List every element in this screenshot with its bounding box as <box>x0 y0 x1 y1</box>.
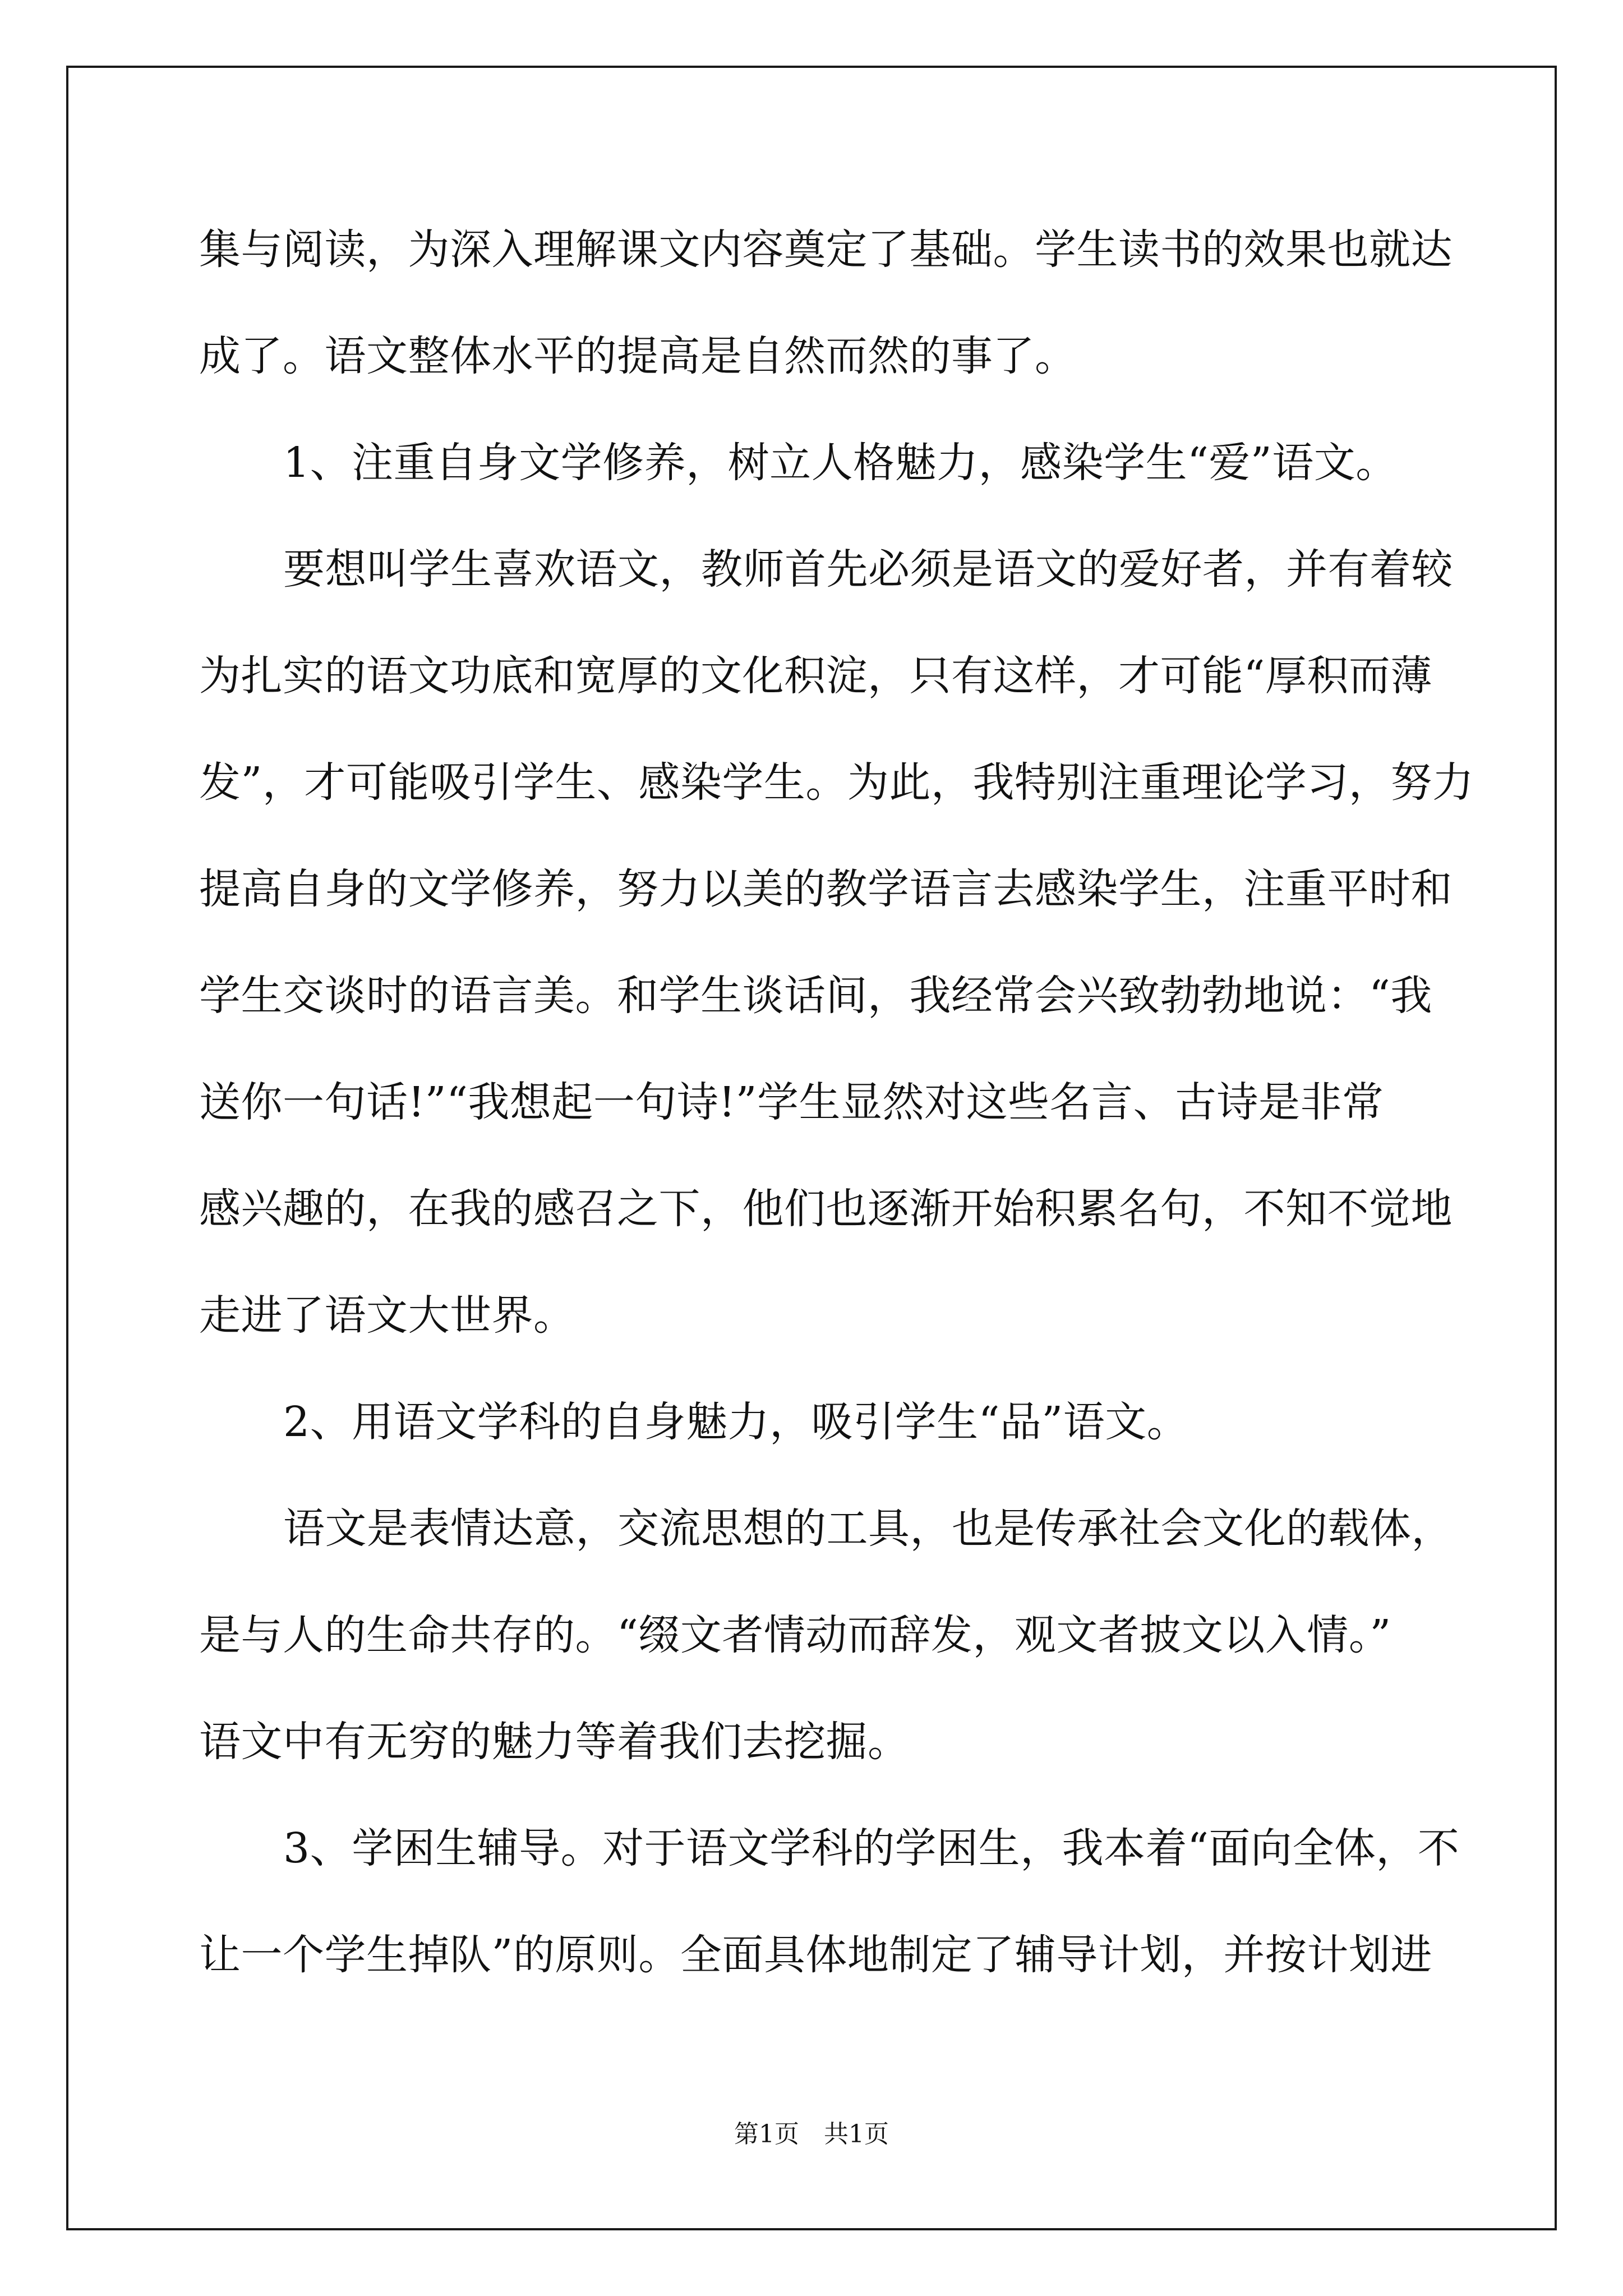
text-line: 让一个学生掉队”的原则。全面具体地制定了辅导计划，并按计划进 <box>199 1931 1432 1979</box>
text-line: 学生交谈时的语言美。和学生谈话间，我经常会兴致勃勃地说：“我 <box>199 972 1432 1020</box>
document-body <box>199 216 1474 2028</box>
paragraph-start: 要想叫学生喜欢语文，教师首先必须是语文的爱好者，并有着较 <box>283 545 1453 593</box>
paragraph-start: 语文是表情达意，交流思想的工具，也是传承社会文化的载体， <box>283 1504 1453 1553</box>
text-line: 成了。语文整体水平的提高是自然而然的事了。 <box>199 332 1077 380</box>
section-heading-3: 3、学困生辅导。对于语文学科的学困生，我本着“面向全体，不 <box>283 1824 1460 1872</box>
text-line: 发”，才可能吸引学生、感染学生。为此，我特别注重理论学习，努力 <box>199 758 1474 807</box>
text-line: 语文中有无穷的魅力等着我们去挖掘。 <box>199 1718 910 1766</box>
text-line: 走进了语文大世界。 <box>199 1291 575 1340</box>
section-heading-2: 2、用语文学科的自身魅力，吸引学生“品”语文。 <box>283 1398 1189 1446</box>
text-line: 感兴趣的，在我的感召之下，他们也逐渐开始积累名句，不知不觉地 <box>199 1185 1453 1233</box>
text-line: 送你一句话!”“我想起一句诗!”学生显然对这些名言、古诗是非常 <box>199 1078 1384 1126</box>
page-number-footer: 第1页 共1页 <box>734 2120 889 2148</box>
text-line: 为扎实的语文功底和宽厚的文化积淀，只有这样，才可能“厚积而薄 <box>199 652 1432 700</box>
text-line: 提高自身的文学修养，努力以美的教学语言去感染学生，注重平时和 <box>199 865 1453 913</box>
text-line: 是与人的生命共存的。“缀文者情动而辞发，观文者披文以入情。” <box>199 1611 1391 1659</box>
text-line: 集与阅读，为深入理解课文内容奠定了基础。学生读书的效果也就达 <box>199 226 1453 274</box>
section-heading-1: 1、注重自身文学修养，树立人格魅力，感染学生“爱”语文。 <box>283 439 1398 487</box>
